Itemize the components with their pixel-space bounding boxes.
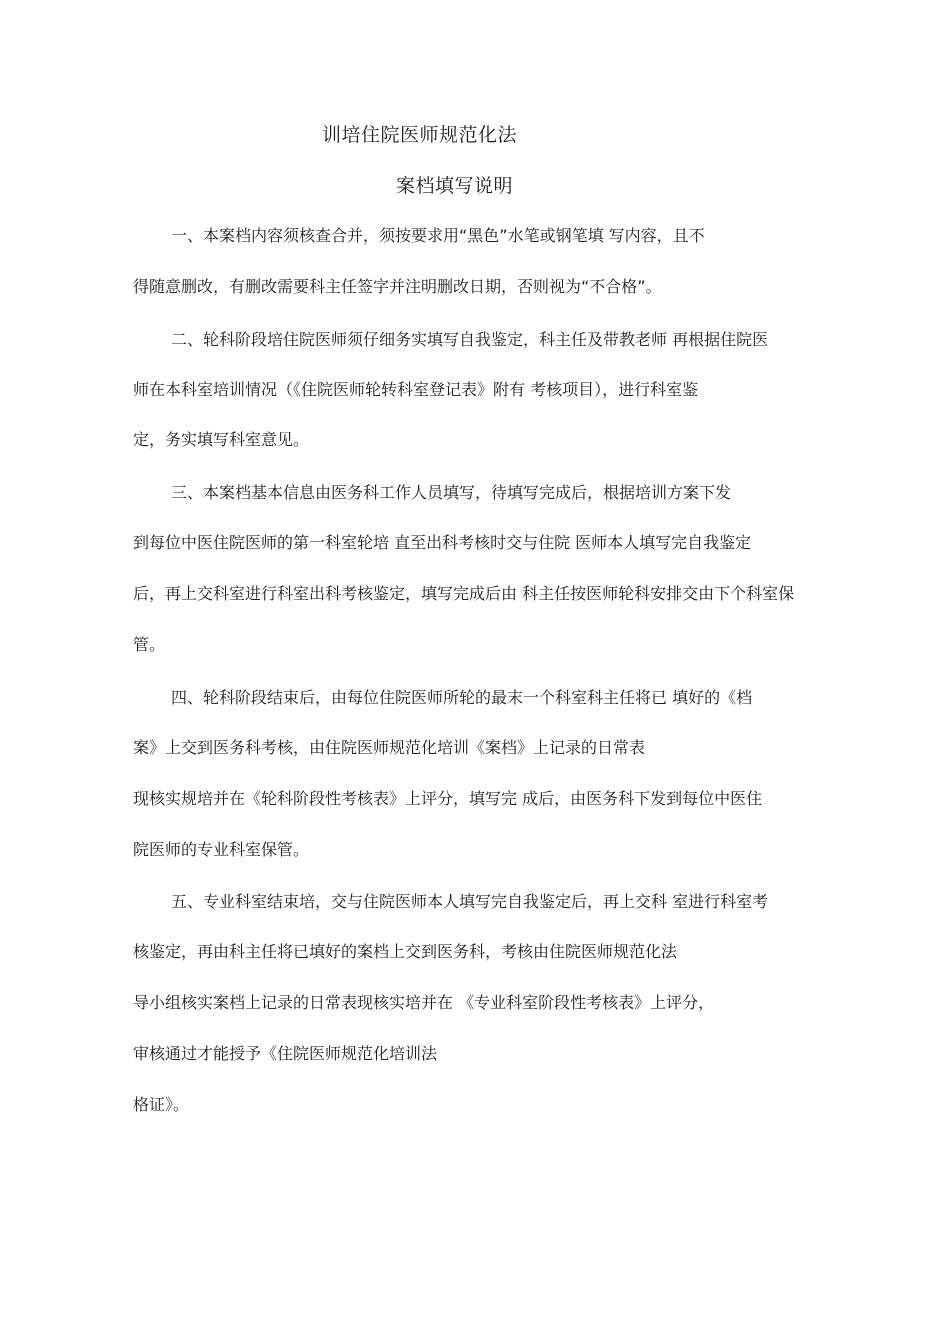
paragraph-3-line-1: 三、本案档基本信息由医务科工作人员填写，待填写完成后，根据培训方案下发	[171, 483, 732, 502]
paragraph-1-line-2: 得随意删改，有删改需要科主任签字并注明删改日期，否则视为“不合格”。	[133, 277, 662, 296]
paragraph-3-line-3: 后，再上交科室进行科室出科考核鉴定，填写完成后由 科主任按医师轮科安排交由下个科室保	[133, 584, 795, 603]
paragraph-4-line-4: 院医师的专业科室保管。	[133, 840, 310, 859]
paragraph-4-line-1: 四、轮科阶段结束后，由每位住院医师所轮的最末一个科室科主任将已 填好的《档	[171, 688, 753, 707]
paragraph-2-line-3: 定，务实填写科室意见。	[133, 430, 310, 449]
paragraph-5-line-5: 格证》。	[133, 1095, 190, 1114]
paragraph-5-line-2: 核鉴定，再由科主任将已填好的案档上交到医务科，考核由住院医师规范化法	[133, 942, 678, 961]
paragraph-5-line-1: 五、专业科室结束培，交与住院医师本人填写完自我鉴定后，再上交科 室进行科室考	[171, 892, 769, 911]
paragraph-4-line-2: 案》上交到医务科考核，由住院医师规范化培训《案档》上记录的日常表	[133, 738, 646, 757]
paragraph-1-line-1: 一、本案档内容须核查合并，须按要求用“黑色”水笔或钢笔填 写内容，且不	[171, 226, 705, 245]
paragraph-2-line-2: 师在本科室培训情况（《住院医师轮转科室登记表》附有 考核项目），进行科室鉴	[133, 380, 699, 399]
paragraph-2-line-1: 二、轮科阶段培住院医师须仔细务实填写自我鉴定，科主任及带教老师 再根据住院医	[171, 330, 769, 349]
paragraph-5-line-4: 审核通过才能授予《住院医师规范化培训法	[133, 1044, 438, 1063]
paragraph-4-line-3: 现核实规培并在《轮科阶段性考核表》上评分，填写完 成后，由医务科下发到每位中医住	[133, 789, 763, 808]
paragraph-3-line-4: 管。	[133, 635, 166, 654]
paragraph-3-line-2: 到每位中医住院医师的第一科室轮培 直至出科考核时交与住院 医师本人填写完自我鉴定	[133, 533, 752, 552]
paragraph-5-line-3: 导小组核实案档上记录的日常表现核实培并在 《专业科室阶段性考核表》上评分，	[133, 993, 715, 1012]
document-subtitle: 案档填写说明	[396, 175, 514, 197]
document-title: 训培住院医师规范化法	[322, 124, 518, 146]
